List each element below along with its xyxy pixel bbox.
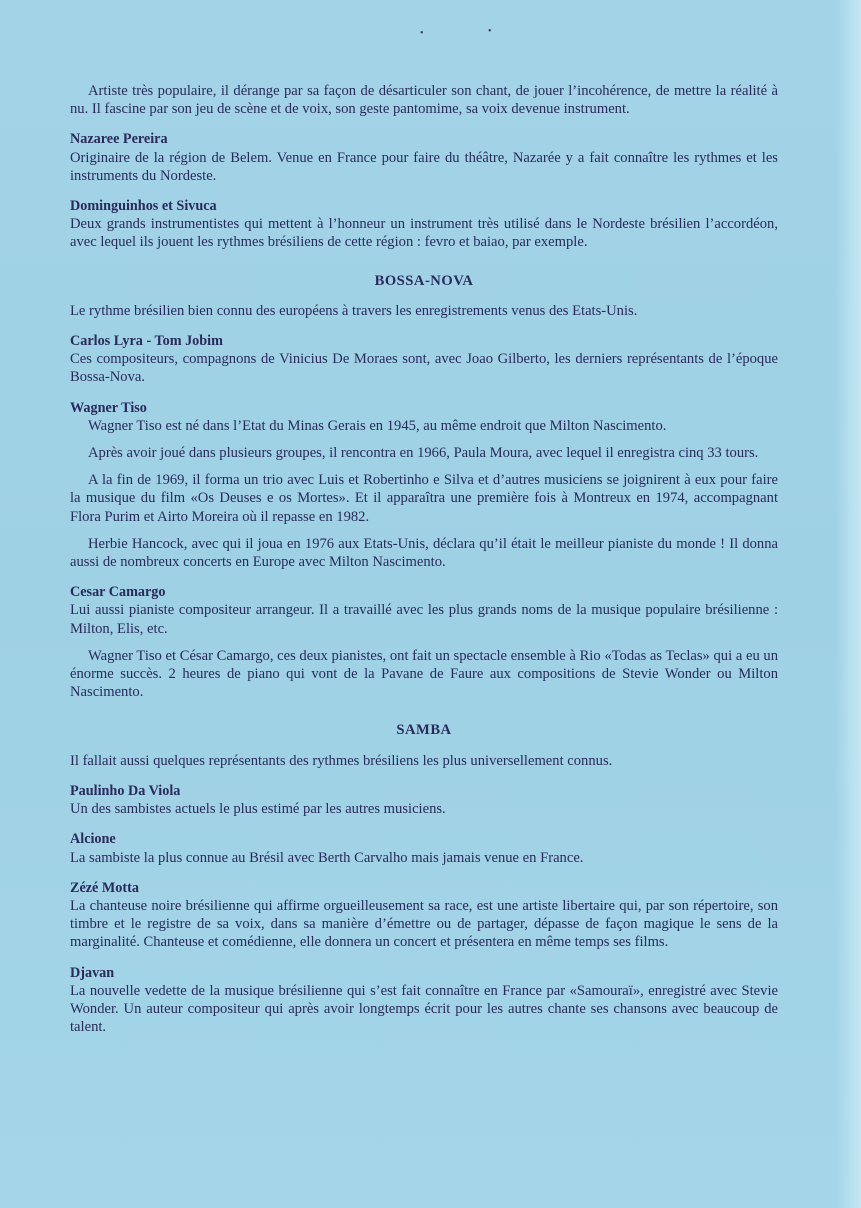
artist-name: Carlos Lyra - Tom Jobim <box>70 333 223 350</box>
entry-cesar-camargo <box>70 583 778 701</box>
artist-paragraph: Lui aussi pianiste compositeur arrangeur. Il a travaillé avec les plus grands noms de la musique populaire brésilienne : Milton, Elis, etc. <box>70 602 778 637</box>
section-heading-bossa-nova: BOSSA-NOVA <box>374 272 474 289</box>
intro-paragraph: Artiste très populaire, il dérange par sa façon de désarticuler son chant, de jouer l’incohérence, de mettre la réalité à nu. Il fascine par son jeu de scène et de voix, son geste pantomime, sa voix devenue instrument. <box>70 83 778 118</box>
section-intro: Il fallait aussi quelques représentants des rythmes brésiliens les plus universellement connus. <box>70 752 613 769</box>
print-mark: • <box>420 28 424 39</box>
artist-paragraph: Après avoir joué dans plusieurs groupes, il rencontra en 1966, Paula Moura, avec lequel il enregistra cinq 33 tours. <box>88 445 759 462</box>
artist-paragraph: Wagner Tiso est né dans l’Etat du Minas Gerais en 1945, au même endroit que Milton Nascimento. <box>88 417 667 434</box>
entry-dominguinhos <box>70 197 778 252</box>
artist-description: La nouvelle vedette de la musique brésilienne qui s’est fait connaître en France par «Samouraï», enregistré avec Stevie Wonder. Un auteur compositeur qui après avoir longtemps écrit pour les autres chante ses chansons avec beaucoup de talent. <box>70 982 778 1036</box>
artist-paragraph: Herbie Hancock, avec qui il joua en 1976 aux Etats-Unis, déclara qu’il était le meilleur pianiste du monde ! Il donna aussi de nombreux concerts en Europe avec Milton Nascimento. <box>70 535 778 571</box>
section-heading-samba: SAMBA <box>396 722 452 739</box>
paper-edge <box>835 0 861 1208</box>
artist-description: Ces compositeurs, compagnons de Vinicius De Moraes sont, avec Joao Gilberto, les derniers représentants de l’époque Bossa-Nova. <box>70 351 778 386</box>
artist-description: Deux grands instrumentistes qui mettent à l’honneur un instrument très utilisé dans le Nordeste brésilien l’accordéon, avec lequel ils jouent les rythmes brésiliens de cette région : fevro et baiao, par exemple. <box>70 216 778 251</box>
artist-paragraph: A la fin de 1969, il forma un trio avec Luis et Robertinho e Silva et d’autres musiciens se joignirent à eux pour faire la musique du film «Os Deuses e os Mortes». Et il apparaîtra une première fois à Montreux en 1974, accompagnant Flora Purim et Airto Moreira où il repasse en 1982. <box>70 472 778 525</box>
section-intro: Le rythme brésilien bien connu des européens à travers les enregistrements venus des Etats-Unis. <box>70 302 638 319</box>
print-mark: • <box>488 26 492 37</box>
entry-alcione <box>70 830 778 866</box>
entry-wagner-tiso <box>70 399 778 572</box>
artist-description: La chanteuse noire brésilienne qui affirme orgueilleusement sa race, est une artiste libertaire qui, par son répertoire, son timbre et le registre de sa voix, dans sa manière d’émettre ou de partager, dépasse de façon magique le sens de la marginalité. Chanteuse et comédienne, elle donnera un concert et présentera en même temps ses films. <box>70 897 778 951</box>
artist-description: La sambiste la plus connue au Brésil avec Berth Carvalho mais jamais venue en France. <box>70 849 584 866</box>
artist-name: Zézé Motta <box>70 879 139 896</box>
artist-description: Originaire de la région de Belem. Venue en France pour faire du théâtre, Nazarée y a fait connaître les rythmes et les instruments du Nordeste. <box>70 149 778 184</box>
entry-lyra-jobim <box>70 332 778 387</box>
artist-paragraph: Wagner Tiso et César Camargo, ces deux pianistes, ont fait un spectacle ensemble à Rio «Todas as Teclas» qui a eu un énorme succès. 2 heures de piano qui vont de la Pavane de Faure aux compositions de Stevie Wonder ou Milton Nascimento. <box>70 647 778 701</box>
entry-zeze-motta <box>70 879 778 952</box>
artist-name: Alcione <box>70 831 116 848</box>
artist-name: Djavan <box>70 964 115 981</box>
artist-description: Un des sambistes actuels le plus estimé par les autres musiciens. <box>70 801 446 818</box>
document-body <box>70 82 778 1036</box>
artist-name: Nazaree Pereira <box>70 131 168 148</box>
entry-nazaree <box>70 130 778 185</box>
artist-name: Dominguinhos et Sivuca <box>70 198 217 215</box>
artist-name: Wagner Tiso <box>70 399 147 416</box>
artist-name: Paulinho Da Viola <box>70 782 181 799</box>
entry-djavan <box>70 964 778 1037</box>
entry-paulinho <box>70 782 778 818</box>
artist-name: Cesar Camargo <box>70 584 166 601</box>
